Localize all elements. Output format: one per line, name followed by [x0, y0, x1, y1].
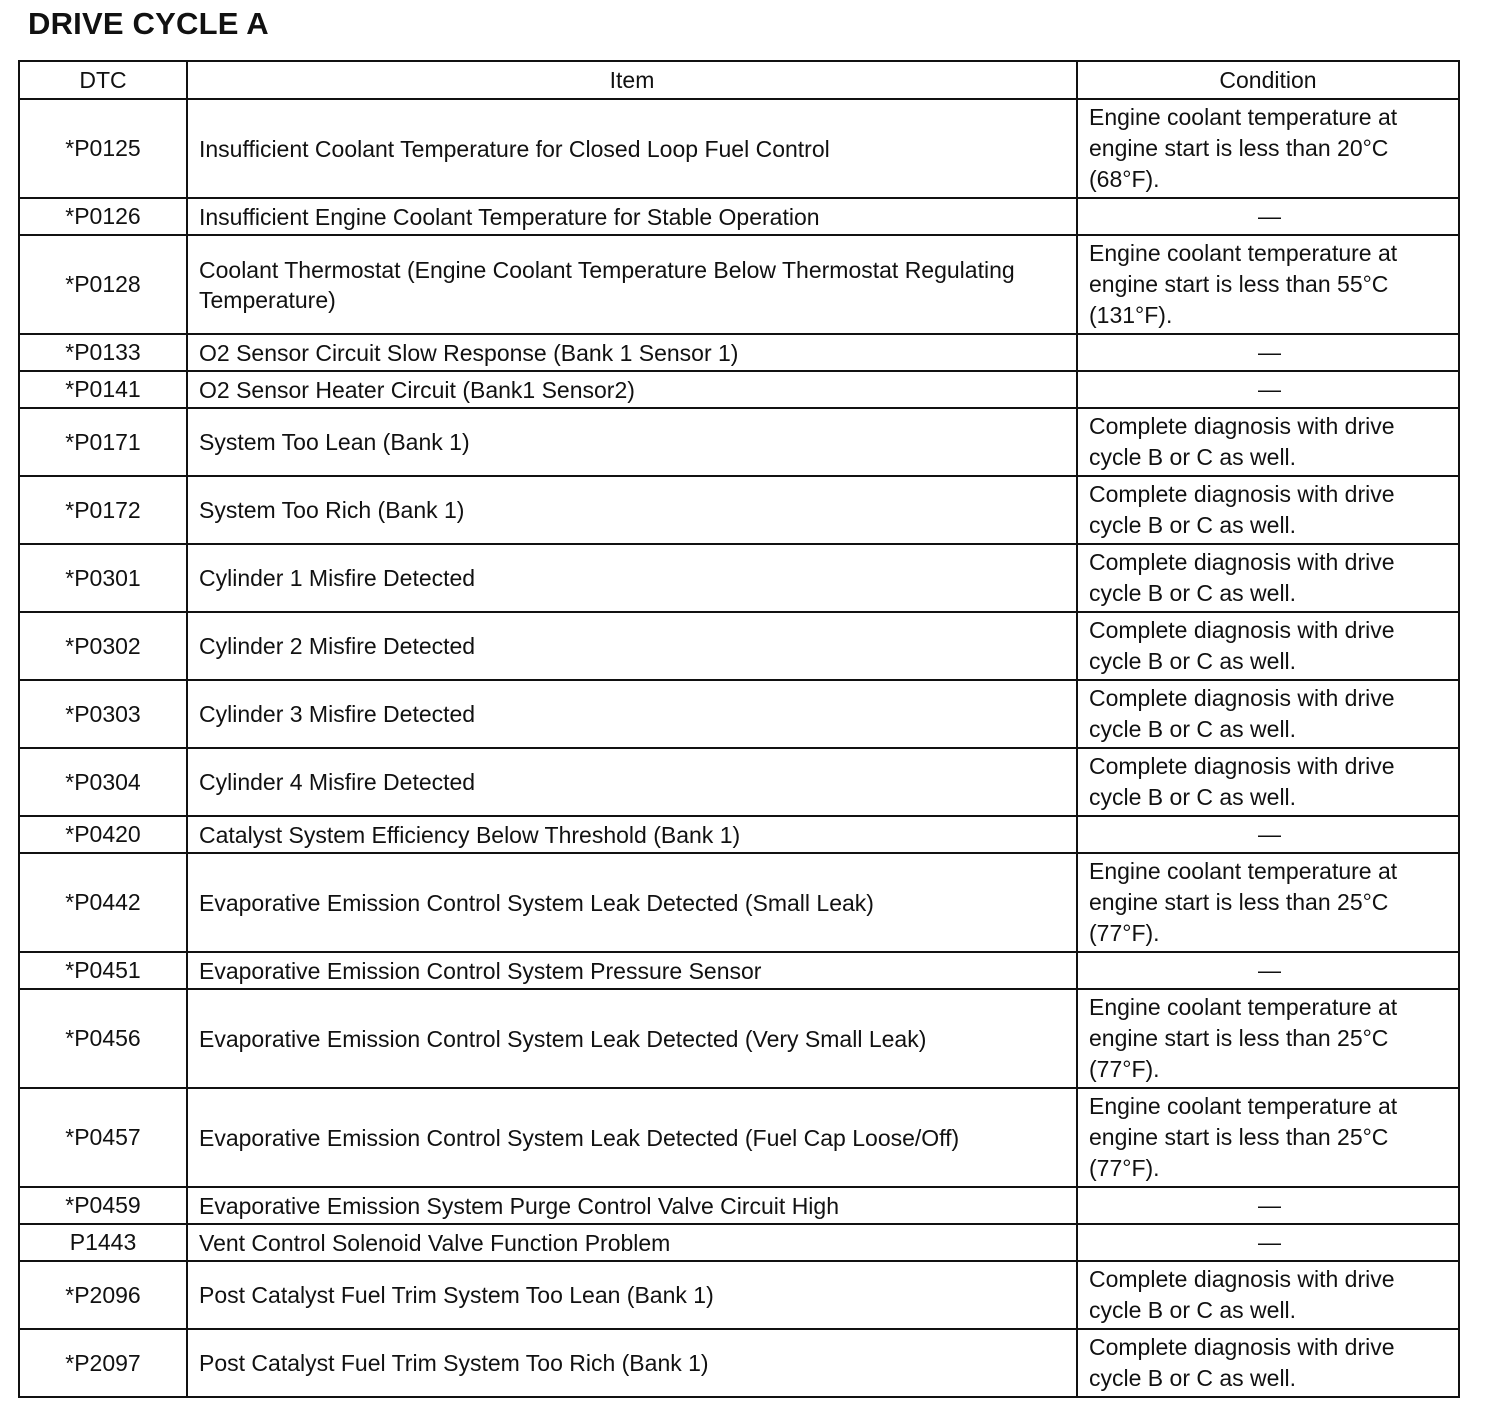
- dtc-cell: P1443: [19, 1224, 187, 1261]
- dtc-cell: *P0420: [19, 816, 187, 853]
- table-row: [19, 476, 1459, 544]
- table-row: [19, 544, 1459, 612]
- item-cell: System Too Rich (Bank 1): [187, 476, 1077, 544]
- dtc-cell: *P0128: [19, 235, 187, 334]
- table-row: [19, 1329, 1459, 1397]
- dtc-cell: *P0301: [19, 544, 187, 612]
- item-cell: Cylinder 4 Misfire Detected: [187, 748, 1077, 816]
- page-title: DRIVE CYCLE A: [28, 6, 269, 41]
- condition-cell: Engine coolant temperature at engine start is less than 25°C (77°F).: [1077, 989, 1459, 1088]
- condition-cell: Complete diagnosis with drive cycle B or C as well.: [1077, 748, 1459, 816]
- table-header-row: [19, 61, 1459, 99]
- table-row: [19, 1224, 1459, 1261]
- item-cell: Evaporative Emission Control System Pressure Sensor: [187, 952, 1077, 989]
- dtc-cell: *P0125: [19, 99, 187, 198]
- table-row: [19, 952, 1459, 989]
- table-row: [19, 99, 1459, 198]
- dtc-cell: *P0459: [19, 1187, 187, 1224]
- table-row: [19, 989, 1459, 1088]
- condition-cell: Complete diagnosis with drive cycle B or C as well.: [1077, 1261, 1459, 1329]
- condition-cell: Complete diagnosis with drive cycle B or C as well.: [1077, 544, 1459, 612]
- table-row: [19, 1187, 1459, 1224]
- condition-cell: —: [1077, 816, 1459, 853]
- dtc-cell: *P2096: [19, 1261, 187, 1329]
- table-row: [19, 235, 1459, 334]
- condition-cell: —: [1077, 1187, 1459, 1224]
- condition-cell: Complete diagnosis with drive cycle B or C as well.: [1077, 476, 1459, 544]
- condition-cell: —: [1077, 198, 1459, 235]
- condition-cell: —: [1077, 1224, 1459, 1261]
- item-cell: System Too Lean (Bank 1): [187, 408, 1077, 476]
- dtc-cell: *P0172: [19, 476, 187, 544]
- item-cell: Evaporative Emission Control System Leak Detected (Small Leak): [187, 853, 1077, 952]
- table-row: [19, 408, 1459, 476]
- dtc-cell: *P0442: [19, 853, 187, 952]
- condition-cell: Complete diagnosis with drive cycle B or C as well.: [1077, 612, 1459, 680]
- table-row: [19, 1261, 1459, 1329]
- item-cell: Coolant Thermostat (Engine Coolant Temperature Below Thermostat Regulating Temperature): [187, 235, 1077, 334]
- table-row: [19, 1088, 1459, 1187]
- column-header-condition: Condition: [1077, 61, 1459, 99]
- condition-cell: Complete diagnosis with drive cycle B or C as well.: [1077, 1329, 1459, 1397]
- item-cell: O2 Sensor Circuit Slow Response (Bank 1 Sensor 1): [187, 334, 1077, 371]
- column-header-item: Item: [187, 61, 1077, 99]
- table-row: [19, 334, 1459, 371]
- dtc-cell: *P0451: [19, 952, 187, 989]
- item-cell: Insufficient Coolant Temperature for Closed Loop Fuel Control: [187, 99, 1077, 198]
- condition-cell: Engine coolant temperature at engine start is less than 20°C (68°F).: [1077, 99, 1459, 198]
- item-cell: Vent Control Solenoid Valve Function Problem: [187, 1224, 1077, 1261]
- condition-cell: Engine coolant temperature at engine start is less than 25°C (77°F).: [1077, 853, 1459, 952]
- condition-cell: —: [1077, 952, 1459, 989]
- condition-cell: Engine coolant temperature at engine start is less than 25°C (77°F).: [1077, 1088, 1459, 1187]
- item-cell: Evaporative Emission System Purge Control Valve Circuit High: [187, 1187, 1077, 1224]
- table-row: [19, 680, 1459, 748]
- table-row: [19, 198, 1459, 235]
- item-cell: Post Catalyst Fuel Trim System Too Lean (Bank 1): [187, 1261, 1077, 1329]
- item-cell: Evaporative Emission Control System Leak Detected (Very Small Leak): [187, 989, 1077, 1088]
- condition-cell: —: [1077, 334, 1459, 371]
- item-cell: Cylinder 2 Misfire Detected: [187, 612, 1077, 680]
- table-row: [19, 748, 1459, 816]
- item-cell: Cylinder 1 Misfire Detected: [187, 544, 1077, 612]
- column-header-dtc: DTC: [19, 61, 187, 99]
- condition-cell: Engine coolant temperature at engine start is less than 55°C (131°F).: [1077, 235, 1459, 334]
- item-cell: O2 Sensor Heater Circuit (Bank1 Sensor2): [187, 371, 1077, 408]
- dtc-cell: *P0133: [19, 334, 187, 371]
- dtc-cell: *P0302: [19, 612, 187, 680]
- table-row: [19, 371, 1459, 408]
- dtc-table: [18, 60, 1460, 1398]
- condition-cell: Complete diagnosis with drive cycle B or C as well.: [1077, 408, 1459, 476]
- dtc-cell: *P0304: [19, 748, 187, 816]
- condition-cell: —: [1077, 371, 1459, 408]
- dtc-cell: *P2097: [19, 1329, 187, 1397]
- item-cell: Evaporative Emission Control System Leak Detected (Fuel Cap Loose/Off): [187, 1088, 1077, 1187]
- dtc-cell: *P0126: [19, 198, 187, 235]
- dtc-cell: *P0456: [19, 989, 187, 1088]
- table-row: [19, 853, 1459, 952]
- item-cell: Post Catalyst Fuel Trim System Too Rich (Bank 1): [187, 1329, 1077, 1397]
- dtc-cell: *P0141: [19, 371, 187, 408]
- item-cell: Insufficient Engine Coolant Temperature for Stable Operation: [187, 198, 1077, 235]
- dtc-cell: *P0457: [19, 1088, 187, 1187]
- table-row: [19, 816, 1459, 853]
- item-cell: Cylinder 3 Misfire Detected: [187, 680, 1077, 748]
- item-cell: Catalyst System Efficiency Below Threshold (Bank 1): [187, 816, 1077, 853]
- dtc-cell: *P0303: [19, 680, 187, 748]
- dtc-cell: *P0171: [19, 408, 187, 476]
- table-row: [19, 612, 1459, 680]
- condition-cell: Complete diagnosis with drive cycle B or C as well.: [1077, 680, 1459, 748]
